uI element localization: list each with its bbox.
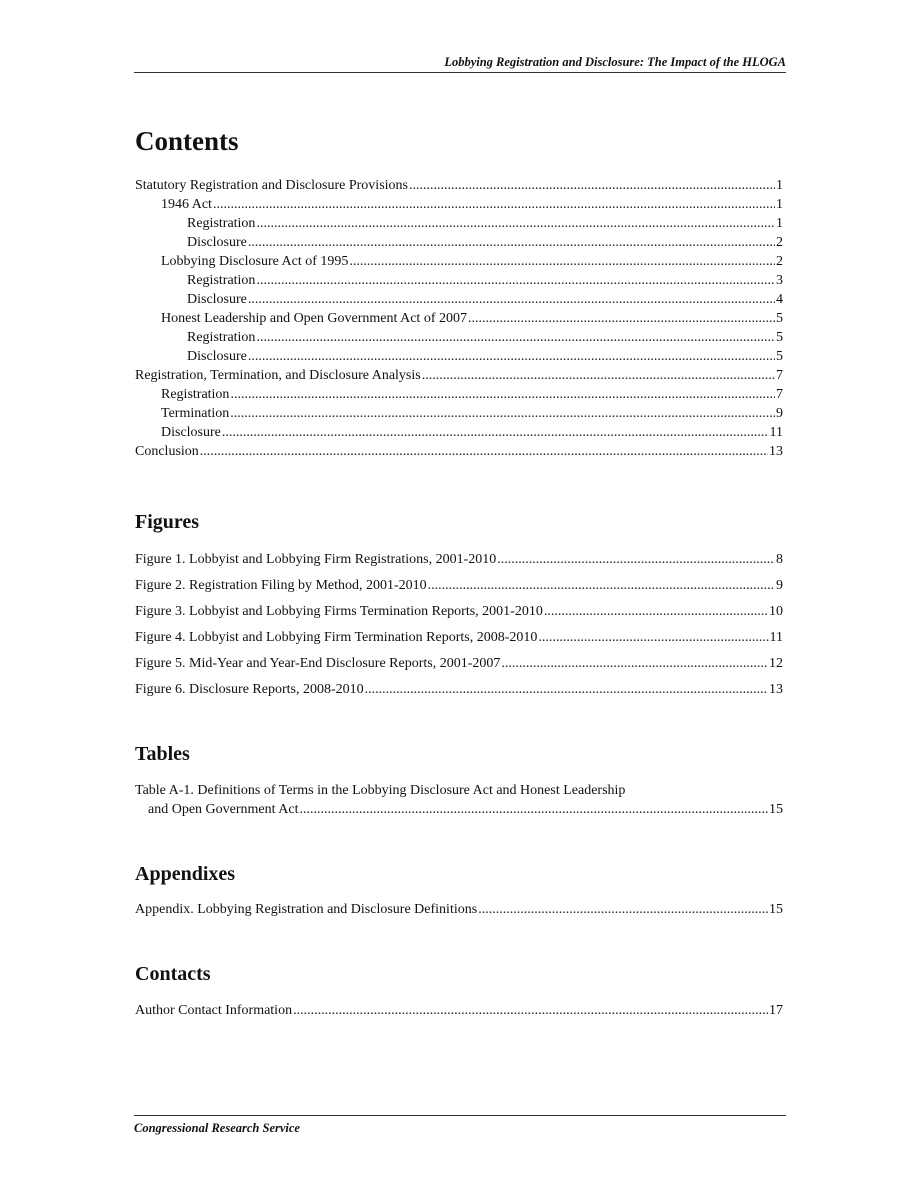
toc-entry-1946-act[interactable]: 1946 Act ..... 1 — [135, 195, 783, 214]
figure-entry-6[interactable]: Figure 6. Disclosure Reports, 2008-2010 ..... 13 — [135, 677, 783, 703]
contacts-heading: Contacts — [135, 963, 211, 985]
tables-heading: Tables — [135, 743, 190, 765]
toc-entry-1946-disclosure[interactable]: Disclosure ..... 2 — [135, 233, 783, 252]
contents-title: Contents — [135, 126, 239, 156]
toc-entry-hloga-disclosure[interactable]: Disclosure ..... 5 — [135, 347, 783, 366]
toc-entry-hloga-2007[interactable]: Honest Leadership and Open Government Act of 2007 ..... 5 — [135, 309, 783, 328]
figure-entry-2[interactable]: Figure 2. Registration Filing by Method, 2001-2010 ..... 9 — [135, 573, 783, 599]
toc-entry-analysis-disclosure[interactable]: Disclosure ..... 11 — [135, 423, 783, 442]
table-entry-a1[interactable] — [135, 781, 783, 819]
figure-entry-3[interactable]: Figure 3. Lobbyist and Lobbying Firms Termination Reports, 2001-2010 ..... 10 — [135, 599, 783, 625]
figure-entry-5[interactable]: Figure 5. Mid-Year and Year-End Disclosure Reports, 2001-2007 ..... 12 — [135, 651, 783, 677]
figure-entry-1[interactable]: Figure 1. Lobbyist and Lobbying Firm Registrations, 2001-2010 ..... 8 — [135, 547, 783, 573]
toc-entry-analysis[interactable]: Registration, Termination, and Disclosure Analysis ..... 7 — [135, 366, 783, 385]
toc-entry-hloga-registration[interactable]: Registration ..... 5 — [135, 328, 783, 347]
table-of-contents-page — [135, 124, 783, 1020]
page-footer: Congressional Research Service — [134, 1115, 786, 1136]
toc-entry-analysis-termination[interactable]: Termination ..... 9 — [135, 404, 783, 423]
running-header: Lobbying Registration and Disclosure: The Impact of the HLOGA — [134, 55, 786, 73]
toc-entry-lda-1995[interactable]: Lobbying Disclosure Act of 1995 ..... 2 — [135, 252, 783, 271]
toc-entry-statutory-provisions[interactable]: Statutory Registration and Disclosure Provisions ..... 1 — [135, 176, 783, 195]
figure-entry-4[interactable]: Figure 4. Lobbyist and Lobbying Firm Termination Reports, 2008-2010 ..... 11 — [135, 625, 783, 651]
toc-entry-1946-registration[interactable]: Registration ..... 1 — [135, 214, 783, 233]
toc-entry-analysis-registration[interactable]: Registration ..... 7 — [135, 385, 783, 404]
appendixes-heading: Appendixes — [135, 863, 236, 885]
contact-entry[interactable]: Author Contact Information ..... 17 — [135, 1001, 783, 1020]
appendix-entry[interactable]: Appendix. Lobbying Registration and Disclosure Definitions ..... 15 — [135, 900, 783, 919]
table-entry-line2: and Open Government Act ..... 15 — [135, 800, 783, 819]
table-entry-line1: Table A-1. Definitions of Terms in the Lobbying Disclosure Act and Honest Leadership — [135, 783, 626, 798]
figures-list — [135, 547, 783, 703]
toc-entry-conclusion[interactable]: Conclusion ..... 13 — [135, 442, 783, 461]
figures-heading: Figures — [135, 511, 200, 533]
toc-entry-lda-disclosure[interactable]: Disclosure ..... 4 — [135, 290, 783, 309]
appendixes-list — [135, 900, 783, 919]
contents-list — [135, 176, 783, 461]
contacts-list — [135, 1001, 783, 1020]
toc-entry-lda-registration[interactable]: Registration ..... 3 — [135, 271, 783, 290]
